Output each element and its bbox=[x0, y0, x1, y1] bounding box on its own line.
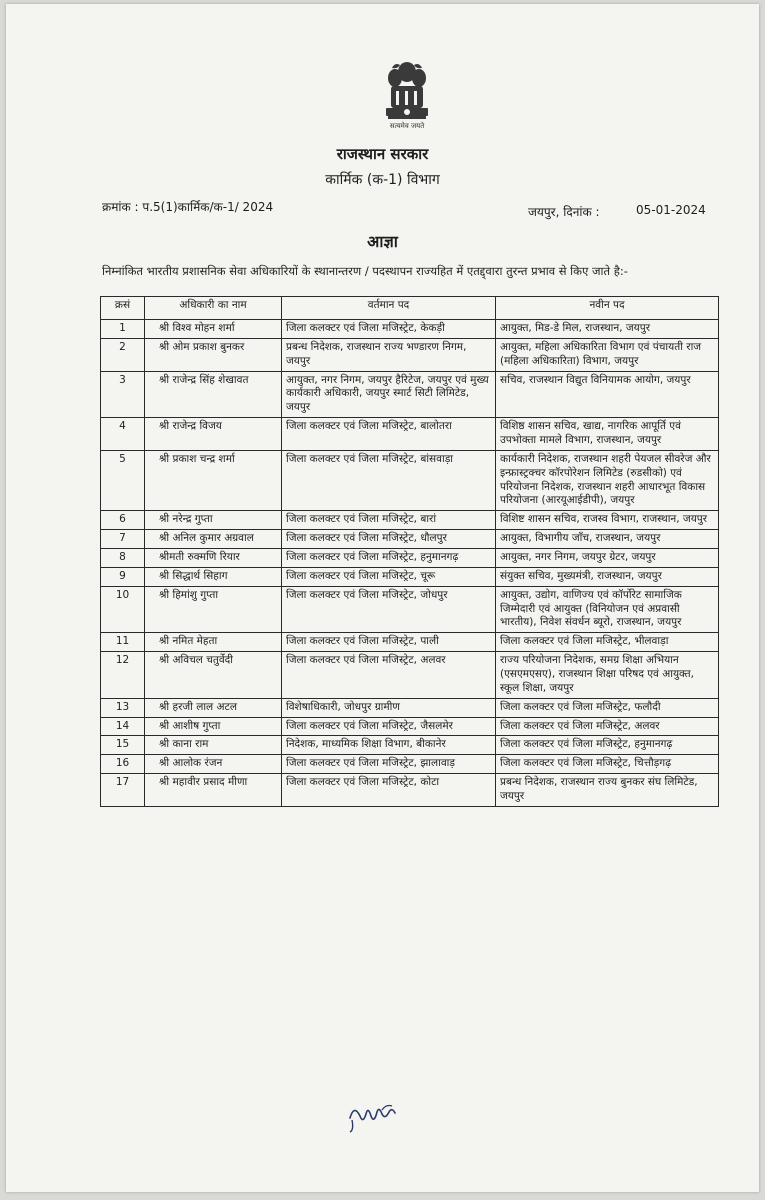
officer-name-cell: श्री अविचल चतुर्वेदी bbox=[145, 652, 282, 699]
table-row bbox=[101, 652, 719, 699]
officer-name-cell: श्री प्रकाश चन्द्र शर्मा bbox=[145, 450, 282, 510]
officer-name-cell: श्री विश्व मोहन शर्मा bbox=[145, 320, 282, 339]
serial-cell: 12 bbox=[101, 652, 145, 699]
current-post-cell: जिला कलक्टर एवं जिला मजिस्ट्रेट, जोधपुर bbox=[282, 586, 496, 633]
order-date: 05-01-2024 bbox=[636, 203, 706, 217]
place-date-label: जयपुर, दिनांक : bbox=[528, 205, 600, 219]
serial-cell: 7 bbox=[101, 530, 145, 549]
new-post-cell: विशिष्ठ शासन सचिव, खाद्य, नागरिक आपूर्ति एवं उपभोक्ता मामले विभाग, राजस्थान, जयपुर bbox=[496, 418, 719, 451]
officer-name-cell: श्री महावीर प्रसाद मीणा bbox=[145, 774, 282, 807]
transfer-table bbox=[100, 296, 719, 807]
new-post-cell: आयुक्त, विभागीय जाँच, राजस्थान, जयपुर bbox=[496, 530, 719, 549]
serial-cell: 14 bbox=[101, 717, 145, 736]
order-title: आज्ञा bbox=[367, 232, 398, 251]
serial-cell: 10 bbox=[101, 586, 145, 633]
new-post-cell: जिला कलक्टर एवं जिला मजिस्ट्रेट, भीलवाड़ा bbox=[496, 633, 719, 652]
table-row bbox=[101, 338, 719, 371]
officer-name-cell: श्री राजेन्द्र विजय bbox=[145, 418, 282, 451]
officer-name-cell: श्रीमती रुक्मणि रियार bbox=[145, 549, 282, 568]
officer-name-cell: श्री नरेन्द्र गुप्ता bbox=[145, 511, 282, 530]
officer-name-cell: श्री ओम प्रकाश बुनकर bbox=[145, 338, 282, 371]
new-post-cell: आयुक्त, महिला अधिकारिता विभाग एवं पंचायती राज (महिला अधिकारिता) विभाग, जयपुर bbox=[496, 338, 719, 371]
current-post-cell: जिला कलक्टर एवं जिला मजिस्ट्रेट, झालावाड़ bbox=[282, 755, 496, 774]
table-row bbox=[101, 418, 719, 451]
table-row bbox=[101, 371, 719, 418]
current-post-cell: विशेषाधिकारी, जोधपुर ग्रामीण bbox=[282, 698, 496, 717]
table-row bbox=[101, 549, 719, 568]
new-post-cell: राज्य परियोजना निदेशक, समग्र शिक्षा अभियान (एसएमएसए), राजस्थान शिक्षा परिषद एवं आयुक्त, स्कूल शिक्षा, जयपुर bbox=[496, 652, 719, 699]
new-post-cell: प्रबन्ध निदेशक, राजस्थान राज्य बुनकर संघ लिमिटेड, जयपुर bbox=[496, 774, 719, 807]
government-heading: राजस्थान सरकार bbox=[336, 145, 429, 163]
serial-cell: 4 bbox=[101, 418, 145, 451]
department-heading: कार्मिक (क-1) विभाग bbox=[325, 172, 440, 188]
table-row bbox=[101, 717, 719, 736]
table-row bbox=[101, 774, 719, 807]
new-post-cell: आयुक्त, मिड-डे मिल, राजस्थान, जयपुर bbox=[496, 320, 719, 339]
new-post-cell: आयुक्त, उद्योग, वाणिज्य एवं कॉर्पोरेट सामाजिक जिम्मेदारी एवं आयुक्त (विनियोजन एवं अप्रवासी भारतीय), निवेश संवर्धन ब्यूरो, राजस्थान, जयपुर bbox=[496, 586, 719, 633]
table-row bbox=[101, 511, 719, 530]
header-officer-name: अधिकारी का नाम bbox=[145, 297, 282, 320]
header-current-post: वर्तमान पद bbox=[282, 297, 496, 320]
serial-cell: 15 bbox=[101, 736, 145, 755]
document-page bbox=[6, 4, 759, 1192]
new-post-cell: संयुक्त सचिव, मुख्यमंत्री, राजस्थान, जयपुर bbox=[496, 567, 719, 586]
officer-name-cell: श्री आशीष गुप्ता bbox=[145, 717, 282, 736]
serial-cell: 13 bbox=[101, 698, 145, 717]
table-row bbox=[101, 320, 719, 339]
officer-name-cell: श्री सिद्धार्थ सिहाग bbox=[145, 567, 282, 586]
current-post-cell: जिला कलक्टर एवं जिला मजिस्ट्रेट, हनुमानगढ़ bbox=[282, 549, 496, 568]
new-post-cell: आयुक्त, नगर निगम, जयपुर ग्रेटर, जयपुर bbox=[496, 549, 719, 568]
serial-cell: 2 bbox=[101, 338, 145, 371]
serial-cell: 9 bbox=[101, 567, 145, 586]
new-post-cell: कार्यकारी निदेशक, राजस्थान शहरी पेयजल सीवरेज और इन्फ्रास्ट्रक्चर कॉरपोरेशन लिमिटेड (रुडसीको) एवं परियोजना निदेशक, राजस्थान शहरी आधारभूत विकास परियोजना (आरयूआईडीपी), जयपुर bbox=[496, 450, 719, 510]
new-post-cell: जिला कलक्टर एवं जिला मजिस्ट्रेट, अलवर bbox=[496, 717, 719, 736]
new-post-cell: विशिष्ट शासन सचिव, राजस्व विभाग, राजस्थान, जयपुर bbox=[496, 511, 719, 530]
table-row bbox=[101, 633, 719, 652]
table-row bbox=[101, 586, 719, 633]
officer-name-cell: श्री हरजी लाल अटल bbox=[145, 698, 282, 717]
serial-cell: 5 bbox=[101, 450, 145, 510]
current-post-cell: जिला कलक्टर एवं जिला मजिस्ट्रेट, बारां bbox=[282, 511, 496, 530]
reference-number: क्रमांक : प.5(1)कार्मिक/क-1/ 2024 bbox=[102, 200, 274, 214]
officer-name-cell: श्री राजेन्द्र सिंह शेखावत bbox=[145, 371, 282, 418]
emblem-motto: सत्यमेव जयते bbox=[389, 122, 425, 130]
new-post-cell: जिला कलक्टर एवं जिला मजिस्ट्रेट, चित्तौड़गढ़ bbox=[496, 755, 719, 774]
current-post-cell: जिला कलक्टर एवं जिला मजिस्ट्रेट, पाली bbox=[282, 633, 496, 652]
table-row bbox=[101, 450, 719, 510]
serial-cell: 3 bbox=[101, 371, 145, 418]
new-post-cell: जिला कलक्टर एवं जिला मजिस्ट्रेट, हनुमानगढ़ bbox=[496, 736, 719, 755]
current-post-cell: प्रबन्ध निदेशक, राजस्थान राज्य भण्डारण निगम, जयपुर bbox=[282, 338, 496, 371]
officer-name-cell: श्री आलोक रंजन bbox=[145, 755, 282, 774]
current-post-cell: जिला कलक्टर एवं जिला मजिस्ट्रेट, जैसलमेर bbox=[282, 717, 496, 736]
current-post-cell: जिला कलक्टर एवं जिला मजिस्ट्रेट, बांसवाड़ा bbox=[282, 450, 496, 510]
officer-name-cell: श्री काना राम bbox=[145, 736, 282, 755]
current-post-cell: आयुक्त, नगर निगम, जयपुर हैरिटेज, जयपुर एवं मुख्य कार्यकारी अधिकारी, जयपुर स्मार्ट सिटी लिमिटेड, जयपुर bbox=[282, 371, 496, 418]
header-serial: क्रसं bbox=[101, 297, 145, 320]
serial-cell: 1 bbox=[101, 320, 145, 339]
current-post-cell: जिला कलक्टर एवं जिला मजिस्ट्रेट, बालोतरा bbox=[282, 418, 496, 451]
officer-name-cell: श्री नमित मेहता bbox=[145, 633, 282, 652]
table-row bbox=[101, 567, 719, 586]
current-post-cell: जिला कलक्टर एवं जिला मजिस्ट्रेट, धौलपुर bbox=[282, 530, 496, 549]
current-post-cell: जिला कलक्टर एवं जिला मजिस्ट्रेट, चूरू bbox=[282, 567, 496, 586]
table-row bbox=[101, 755, 719, 774]
header-new-post: नवीन पद bbox=[496, 297, 719, 320]
serial-cell: 16 bbox=[101, 755, 145, 774]
table-row bbox=[101, 698, 719, 717]
order-intro: निम्नांकित भारतीय प्रशासनिक सेवा अधिकारियों के स्थानान्तरण / पदस्थापन राज्यहित में एतद्द्वारा तुरन्त प्रभाव से किए जाते है:- bbox=[102, 264, 628, 278]
serial-cell: 8 bbox=[101, 549, 145, 568]
officer-name-cell: श्री अनिल कुमार अग्रवाल bbox=[145, 530, 282, 549]
new-post-cell: सचिव, राजस्थान विद्युत विनियामक आयोग, जयपुर bbox=[496, 371, 719, 418]
table-header-row bbox=[101, 297, 719, 320]
officer-name-cell: श्री हिमांशु गुप्ता bbox=[145, 586, 282, 633]
current-post-cell: जिला कलक्टर एवं जिला मजिस्ट्रेट, केकड़ी bbox=[282, 320, 496, 339]
table-row bbox=[101, 530, 719, 549]
table-row bbox=[101, 736, 719, 755]
serial-cell: 6 bbox=[101, 511, 145, 530]
serial-cell: 17 bbox=[101, 774, 145, 807]
signature-icon bbox=[344, 1096, 404, 1136]
current-post-cell: जिला कलक्टर एवं जिला मजिस्ट्रेट, अलवर bbox=[282, 652, 496, 699]
current-post-cell: निदेशक, माध्यमिक शिक्षा विभाग, बीकानेर bbox=[282, 736, 496, 755]
current-post-cell: जिला कलक्टर एवं जिला मजिस्ट्रेट, कोटा bbox=[282, 774, 496, 807]
serial-cell: 11 bbox=[101, 633, 145, 652]
new-post-cell: जिला कलक्टर एवं जिला मजिस्ट्रेट, फलौदी bbox=[496, 698, 719, 717]
